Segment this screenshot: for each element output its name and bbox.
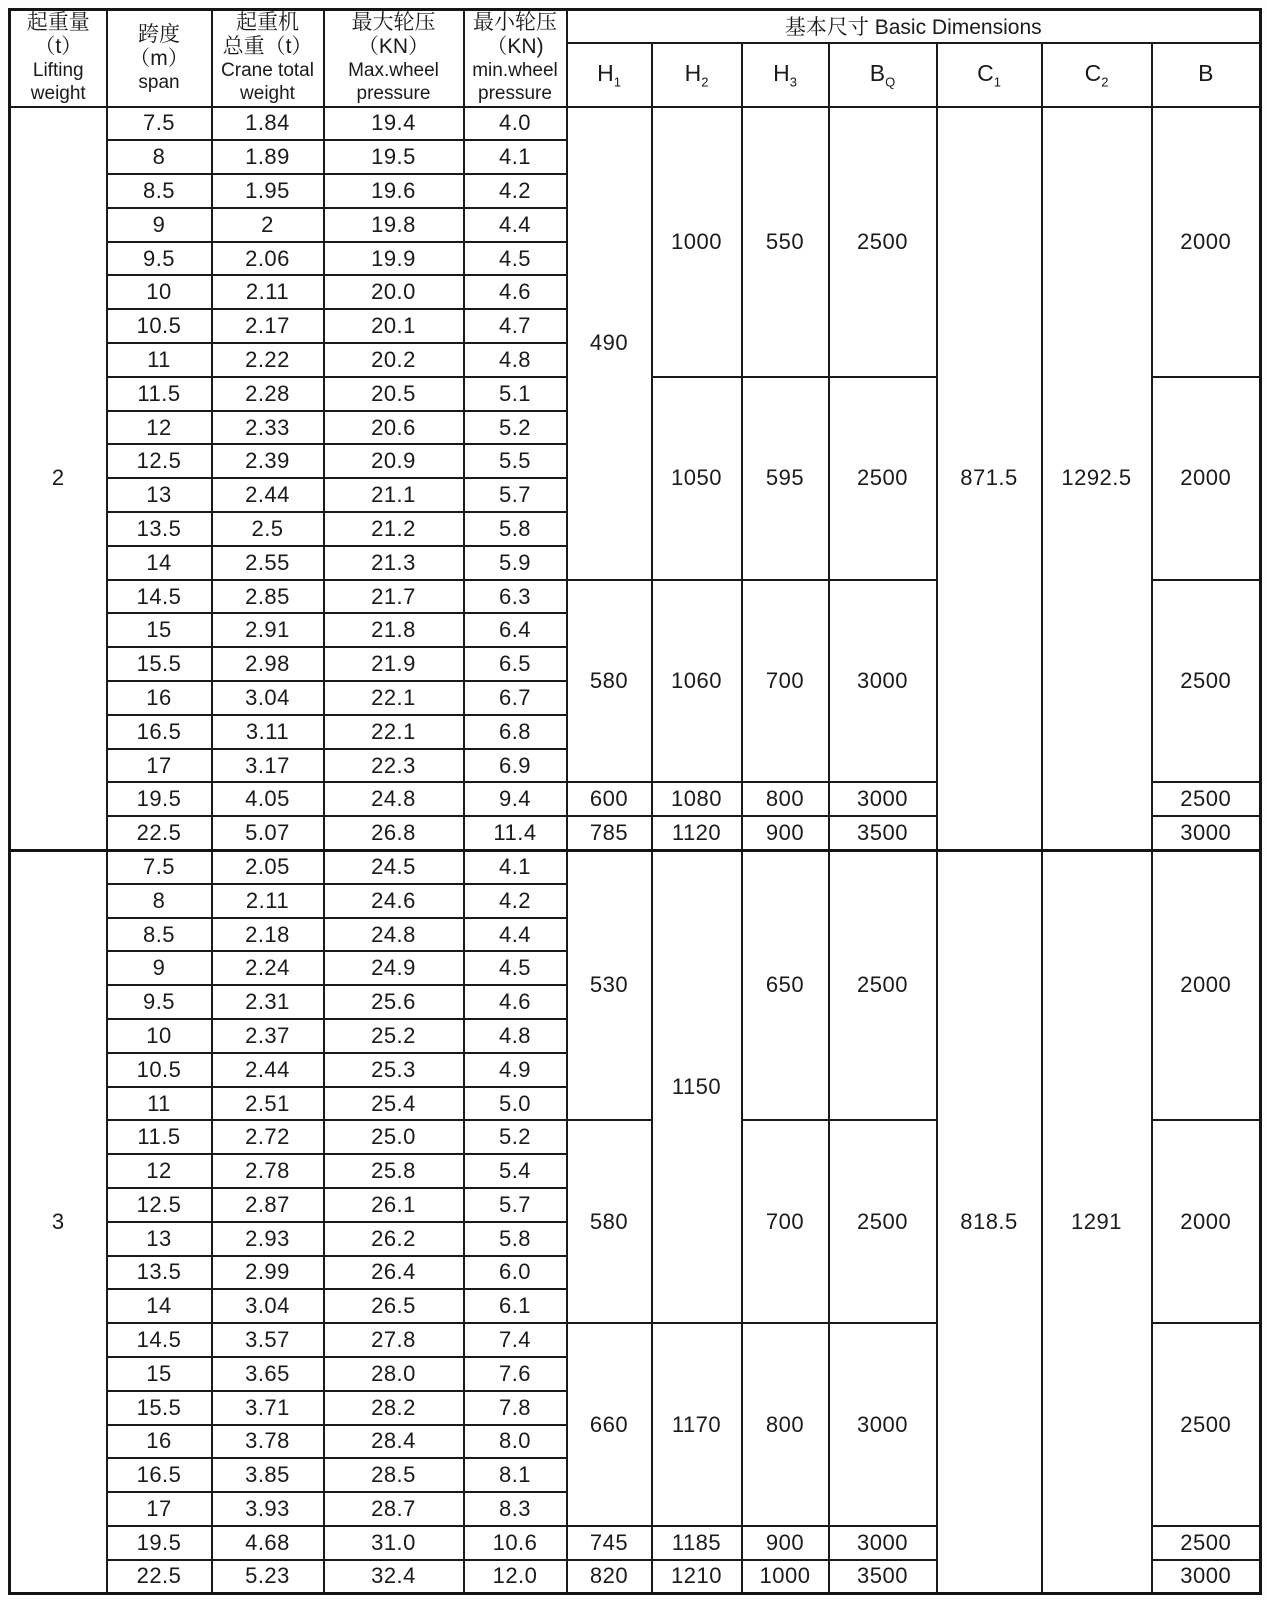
max-wheel-pressure-cell: 22.1 <box>324 715 464 749</box>
min-wheel-pressure-cell: 10.6 <box>464 1526 567 1560</box>
crane-total-weight-cell: 3.04 <box>212 1289 324 1323</box>
max-wheel-pressure-cell: 24.6 <box>324 884 464 918</box>
span-cell: 8.5 <box>107 174 212 208</box>
max-wheel-pressure-cell: 21.7 <box>324 580 464 614</box>
h3-cell: 595 <box>742 377 829 580</box>
span-cell: 22.5 <box>107 816 212 850</box>
span-cell: 11 <box>107 343 212 377</box>
min-wheel-pressure-cell: 4.2 <box>464 884 567 918</box>
crane-total-weight-cell: 4.05 <box>212 782 324 816</box>
span-cell: 11.5 <box>107 377 212 411</box>
crane-total-weight-cell: 2 <box>212 208 324 242</box>
span-cell: 9 <box>107 951 212 985</box>
max-wheel-pressure-cell: 26.8 <box>324 816 464 850</box>
min-wheel-pressure-cell: 4.1 <box>464 850 567 884</box>
crane-total-weight-cell: 2.44 <box>212 1053 324 1087</box>
h2-cell: 1210 <box>652 1560 742 1594</box>
h3-cell: 800 <box>742 1323 829 1526</box>
max-wheel-pressure-cell: 20.9 <box>324 444 464 478</box>
min-wheel-pressure-cell: 9.4 <box>464 782 567 816</box>
h3-cell: 700 <box>742 580 829 783</box>
dim-header-h2: $H_2$ <box>652 43 742 107</box>
min-wheel-pressure-cell: 8.1 <box>464 1458 567 1492</box>
col-header-line: pressure <box>478 83 552 105</box>
min-wheel-pressure-cell: 6.4 <box>464 613 567 647</box>
b-cell: 2500 <box>1152 580 1261 783</box>
max-wheel-pressure-cell: 19.4 <box>324 107 464 141</box>
span-cell: 14.5 <box>107 1323 212 1357</box>
span-cell: 15.5 <box>107 647 212 681</box>
h1-cell: 600 <box>567 782 652 816</box>
c2-cell: 1291 <box>1042 850 1152 1594</box>
max-wheel-pressure-cell: 25.4 <box>324 1087 464 1121</box>
crane-total-weight-cell: 5.23 <box>212 1560 324 1594</box>
h2-cell: 1000 <box>652 107 742 377</box>
max-wheel-pressure-cell: 28.7 <box>324 1492 464 1526</box>
max-wheel-pressure-cell: 24.5 <box>324 850 464 884</box>
min-wheel-pressure-cell: 4.6 <box>464 275 567 309</box>
min-wheel-pressure-cell: 5.0 <box>464 1087 567 1121</box>
crane-total-weight-cell: 2.17 <box>212 309 324 343</box>
span-cell: 10 <box>107 275 212 309</box>
max-wheel-pressure-cell: 19.9 <box>324 242 464 276</box>
span-cell: 22.5 <box>107 1560 212 1594</box>
max-wheel-pressure-cell: 28.2 <box>324 1391 464 1425</box>
crane-total-weight-cell: 3.17 <box>212 749 324 783</box>
span-cell: 16 <box>107 681 212 715</box>
b-cell: 2500 <box>1152 1323 1261 1526</box>
dim-header-h1: $H_1$ <box>567 43 652 107</box>
span-cell: 10.5 <box>107 309 212 343</box>
span-cell: 11 <box>107 1087 212 1121</box>
crane-total-weight-cell: 3.65 <box>212 1357 324 1391</box>
max-wheel-pressure-cell: 26.1 <box>324 1188 464 1222</box>
span-cell: 14 <box>107 1289 212 1323</box>
min-wheel-pressure-cell: 6.8 <box>464 715 567 749</box>
h3-cell: 800 <box>742 782 829 816</box>
crane-total-weight-cell: 3.93 <box>212 1492 324 1526</box>
min-wheel-pressure-cell: 4.4 <box>464 918 567 952</box>
col-header-line: 起重量 <box>26 11 90 35</box>
max-wheel-pressure-cell: 19.6 <box>324 174 464 208</box>
col-header-line: Lifting <box>32 60 84 82</box>
col-header-min-wheel-pressure <box>464 10 567 107</box>
h1-cell: 745 <box>567 1526 652 1560</box>
b-cell: 2500 <box>1152 1526 1261 1560</box>
dim-header-b: B <box>1152 43 1261 107</box>
span-cell: 15 <box>107 613 212 647</box>
col-header-line: 跨度 <box>138 22 180 46</box>
col-header-line: 起重机 <box>236 11 299 35</box>
max-wheel-pressure-cell: 20.5 <box>324 377 464 411</box>
crane-total-weight-cell: 5.07 <box>212 816 324 850</box>
span-cell: 9.5 <box>107 242 212 276</box>
span-cell: 12 <box>107 411 212 445</box>
header-row-top <box>10 10 1261 43</box>
span-cell: 15.5 <box>107 1391 212 1425</box>
crane-total-weight-cell: 2.11 <box>212 275 324 309</box>
crane-total-weight-cell: 2.06 <box>212 242 324 276</box>
span-cell: 12.5 <box>107 1188 212 1222</box>
h1-cell: 820 <box>567 1560 652 1594</box>
min-wheel-pressure-cell: 6.9 <box>464 749 567 783</box>
dim-header-c2: $C_2$ <box>1042 43 1152 107</box>
max-wheel-pressure-cell: 20.6 <box>324 411 464 445</box>
crane-total-weight-cell: 2.98 <box>212 647 324 681</box>
h2-cell: 1050 <box>652 377 742 580</box>
min-wheel-pressure-cell: 4.2 <box>464 174 567 208</box>
col-header-line: weight <box>30 83 86 105</box>
col-header-line: span <box>138 71 180 93</box>
dim-header-h3: $H_3$ <box>742 43 829 107</box>
span-cell: 16.5 <box>107 1458 212 1492</box>
min-wheel-pressure-cell: 8.3 <box>464 1492 567 1526</box>
max-wheel-pressure-cell: 25.8 <box>324 1154 464 1188</box>
min-wheel-pressure-cell: 5.5 <box>464 444 567 478</box>
h2-cell: 1150 <box>652 850 742 1323</box>
h1-cell: 660 <box>567 1323 652 1526</box>
max-wheel-pressure-cell: 24.8 <box>324 782 464 816</box>
max-wheel-pressure-cell: 21.8 <box>324 613 464 647</box>
max-wheel-pressure-cell: 26.4 <box>324 1256 464 1290</box>
bq-cell: 3000 <box>829 580 937 783</box>
min-wheel-pressure-cell: 5.8 <box>464 512 567 546</box>
h1-cell: 580 <box>567 1120 652 1323</box>
min-wheel-pressure-cell: 4.9 <box>464 1053 567 1087</box>
crane-spec-table <box>8 8 1262 1595</box>
span-cell: 9 <box>107 208 212 242</box>
crane-total-weight-cell: 3.78 <box>212 1425 324 1459</box>
min-wheel-pressure-cell: 4.0 <box>464 107 567 141</box>
h1-cell: 580 <box>567 580 652 783</box>
bq-cell: 2500 <box>829 850 937 1120</box>
crane-total-weight-cell: 2.33 <box>212 411 324 445</box>
min-wheel-pressure-cell: 4.8 <box>464 343 567 377</box>
span-cell: 14 <box>107 546 212 580</box>
max-wheel-pressure-cell: 19.8 <box>324 208 464 242</box>
span-cell: 17 <box>107 749 212 783</box>
crane-total-weight-cell: 2.91 <box>212 613 324 647</box>
col-header-line: （KN) <box>486 35 544 59</box>
crane-total-weight-cell: 2.5 <box>212 512 324 546</box>
h1-cell: 490 <box>567 107 652 580</box>
h3-cell: 700 <box>742 1120 829 1323</box>
col-header-line: 最小轮压 <box>473 11 557 35</box>
min-wheel-pressure-cell: 8.0 <box>464 1425 567 1459</box>
min-wheel-pressure-cell: 5.7 <box>464 478 567 512</box>
min-wheel-pressure-cell: 5.8 <box>464 1222 567 1256</box>
min-wheel-pressure-cell: 5.4 <box>464 1154 567 1188</box>
min-wheel-pressure-cell: 5.2 <box>464 411 567 445</box>
span-cell: 12 <box>107 1154 212 1188</box>
bq-cell: 3000 <box>829 782 937 816</box>
max-wheel-pressure-cell: 20.2 <box>324 343 464 377</box>
h1-cell: 530 <box>567 850 652 1120</box>
span-cell: 13.5 <box>107 1256 212 1290</box>
h2-cell: 1120 <box>652 816 742 850</box>
bq-cell: 2500 <box>829 107 937 377</box>
max-wheel-pressure-cell: 25.3 <box>324 1053 464 1087</box>
crane-total-weight-cell: 1.89 <box>212 140 324 174</box>
crane-total-weight-cell: 2.93 <box>212 1222 324 1256</box>
h3-cell: 900 <box>742 1526 829 1560</box>
max-wheel-pressure-cell: 22.3 <box>324 749 464 783</box>
span-cell: 8.5 <box>107 918 212 952</box>
span-cell: 11.5 <box>107 1120 212 1154</box>
col-header-line: pressure <box>356 83 431 105</box>
crane-total-weight-cell: 2.11 <box>212 884 324 918</box>
max-wheel-pressure-cell: 25.0 <box>324 1120 464 1154</box>
col-header-line: （t） <box>34 35 83 59</box>
crane-total-weight-cell: 2.31 <box>212 985 324 1019</box>
table-header <box>10 10 1261 107</box>
crane-total-weight-cell: 2.44 <box>212 478 324 512</box>
crane-total-weight-cell: 2.85 <box>212 580 324 614</box>
min-wheel-pressure-cell: 4.5 <box>464 242 567 276</box>
col-header-span <box>107 10 212 107</box>
max-wheel-pressure-cell: 28.5 <box>324 1458 464 1492</box>
col-header-line: 最大轮压 <box>351 11 436 35</box>
max-wheel-pressure-cell: 25.2 <box>324 1019 464 1053</box>
crane-total-weight-cell: 3.57 <box>212 1323 324 1357</box>
crane-total-weight-cell: 4.68 <box>212 1526 324 1560</box>
span-cell: 13 <box>107 478 212 512</box>
h3-cell: 650 <box>742 850 829 1120</box>
bq-cell: 3500 <box>829 1560 937 1594</box>
max-wheel-pressure-cell: 20.1 <box>324 309 464 343</box>
bq-cell: 2500 <box>829 377 937 580</box>
crane-total-weight-cell: 2.51 <box>212 1087 324 1121</box>
span-cell: 10.5 <box>107 1053 212 1087</box>
col-header-line: Max.wheel <box>348 60 439 82</box>
c1-cell: 871.5 <box>937 107 1042 851</box>
crane-total-weight-cell: 3.71 <box>212 1391 324 1425</box>
c1-cell: 818.5 <box>937 850 1042 1594</box>
span-cell: 19.5 <box>107 1526 212 1560</box>
max-wheel-pressure-cell: 20.0 <box>324 275 464 309</box>
b-cell: 2000 <box>1152 377 1261 580</box>
min-wheel-pressure-cell: 4.6 <box>464 985 567 1019</box>
min-wheel-pressure-cell: 5.2 <box>464 1120 567 1154</box>
max-wheel-pressure-cell: 21.3 <box>324 546 464 580</box>
crane-total-weight-cell: 2.99 <box>212 1256 324 1290</box>
b-cell: 2500 <box>1152 782 1261 816</box>
max-wheel-pressure-cell: 28.0 <box>324 1357 464 1391</box>
crane-total-weight-cell: 2.22 <box>212 343 324 377</box>
max-wheel-pressure-cell: 28.4 <box>324 1425 464 1459</box>
bq-cell: 2500 <box>829 1120 937 1323</box>
crane-total-weight-cell: 2.18 <box>212 918 324 952</box>
min-wheel-pressure-cell: 6.3 <box>464 580 567 614</box>
h3-cell: 1000 <box>742 1560 829 1594</box>
lifting-weight-cell: 2 <box>10 107 107 851</box>
max-wheel-pressure-cell: 21.1 <box>324 478 464 512</box>
min-wheel-pressure-cell: 4.1 <box>464 140 567 174</box>
min-wheel-pressure-cell: 6.7 <box>464 681 567 715</box>
max-wheel-pressure-cell: 27.8 <box>324 1323 464 1357</box>
max-wheel-pressure-cell: 21.2 <box>324 512 464 546</box>
table-row <box>10 850 1261 884</box>
bq-cell: 3000 <box>829 1323 937 1526</box>
span-cell: 13 <box>107 1222 212 1256</box>
col-header-line: （m） <box>129 46 189 70</box>
crane-total-weight-cell: 2.05 <box>212 850 324 884</box>
max-wheel-pressure-cell: 26.5 <box>324 1289 464 1323</box>
max-wheel-pressure-cell: 32.4 <box>324 1560 464 1594</box>
min-wheel-pressure-cell: 6.0 <box>464 1256 567 1290</box>
min-wheel-pressure-cell: 4.5 <box>464 951 567 985</box>
min-wheel-pressure-cell: 6.1 <box>464 1289 567 1323</box>
span-cell: 14.5 <box>107 580 212 614</box>
span-cell: 15 <box>107 1357 212 1391</box>
min-wheel-pressure-cell: 11.4 <box>464 816 567 850</box>
min-wheel-pressure-cell: 6.5 <box>464 647 567 681</box>
col-header-max-wheel-pressure <box>324 10 464 107</box>
c2-cell: 1292.5 <box>1042 107 1152 851</box>
span-cell: 7.5 <box>107 850 212 884</box>
min-wheel-pressure-cell: 5.1 <box>464 377 567 411</box>
span-cell: 12.5 <box>107 444 212 478</box>
col-header-line: 总重（t） <box>222 35 313 59</box>
min-wheel-pressure-cell: 4.4 <box>464 208 567 242</box>
span-cell: 17 <box>107 1492 212 1526</box>
span-cell: 8 <box>107 140 212 174</box>
min-wheel-pressure-cell: 4.8 <box>464 1019 567 1053</box>
crane-total-weight-cell: 1.95 <box>212 174 324 208</box>
crane-total-weight-cell: 3.85 <box>212 1458 324 1492</box>
span-cell: 7.5 <box>107 107 212 141</box>
span-cell: 10 <box>107 1019 212 1053</box>
crane-total-weight-cell: 2.24 <box>212 951 324 985</box>
h3-cell: 900 <box>742 816 829 850</box>
bq-cell: 3000 <box>829 1526 937 1560</box>
min-wheel-pressure-cell: 7.6 <box>464 1357 567 1391</box>
span-cell: 16.5 <box>107 715 212 749</box>
b-cell: 3000 <box>1152 816 1261 850</box>
min-wheel-pressure-cell: 4.7 <box>464 309 567 343</box>
b-cell: 3000 <box>1152 1560 1261 1594</box>
basic-dimensions-group-header: 基本尺寸 Basic Dimensions <box>567 10 1261 43</box>
max-wheel-pressure-cell: 22.1 <box>324 681 464 715</box>
crane-total-weight-cell: 3.11 <box>212 715 324 749</box>
col-header-line: weight <box>240 83 295 105</box>
h2-cell: 1080 <box>652 782 742 816</box>
max-wheel-pressure-cell: 26.2 <box>324 1222 464 1256</box>
b-cell: 2000 <box>1152 1120 1261 1323</box>
max-wheel-pressure-cell: 24.8 <box>324 918 464 952</box>
col-header-line: （KN） <box>357 35 430 59</box>
span-cell: 9.5 <box>107 985 212 1019</box>
max-wheel-pressure-cell: 31.0 <box>324 1526 464 1560</box>
min-wheel-pressure-cell: 5.9 <box>464 546 567 580</box>
dim-header-c1: $C_1$ <box>937 43 1042 107</box>
span-cell: 13.5 <box>107 512 212 546</box>
table-body <box>10 107 1261 1594</box>
b-cell: 2000 <box>1152 107 1261 377</box>
min-wheel-pressure-cell: 7.4 <box>464 1323 567 1357</box>
max-wheel-pressure-cell: 19.5 <box>324 140 464 174</box>
h1-cell: 785 <box>567 816 652 850</box>
crane-total-weight-cell: 2.37 <box>212 1019 324 1053</box>
dim-header-bq: $B_Q$ <box>829 43 937 107</box>
col-header-lifting-weight <box>10 10 107 107</box>
min-wheel-pressure-cell: 7.8 <box>464 1391 567 1425</box>
lifting-weight-cell: 3 <box>10 850 107 1594</box>
min-wheel-pressure-cell: 12.0 <box>464 1560 567 1594</box>
span-cell: 16 <box>107 1425 212 1459</box>
max-wheel-pressure-cell: 24.9 <box>324 951 464 985</box>
crane-total-weight-cell: 2.39 <box>212 444 324 478</box>
b-cell: 2000 <box>1152 850 1261 1120</box>
span-cell: 8 <box>107 884 212 918</box>
table-row <box>10 107 1261 141</box>
crane-total-weight-cell: 2.55 <box>212 546 324 580</box>
col-header-line: Crane total <box>221 60 314 82</box>
h2-cell: 1170 <box>652 1323 742 1526</box>
col-header-crane-total-weight <box>212 10 324 107</box>
col-header-line: min.wheel <box>472 60 558 82</box>
h2-cell: 1060 <box>652 580 742 783</box>
crane-total-weight-cell: 1.84 <box>212 107 324 141</box>
max-wheel-pressure-cell: 21.9 <box>324 647 464 681</box>
min-wheel-pressure-cell: 5.7 <box>464 1188 567 1222</box>
span-cell: 19.5 <box>107 782 212 816</box>
crane-total-weight-cell: 2.72 <box>212 1120 324 1154</box>
crane-total-weight-cell: 2.87 <box>212 1188 324 1222</box>
crane-total-weight-cell: 3.04 <box>212 681 324 715</box>
max-wheel-pressure-cell: 25.6 <box>324 985 464 1019</box>
crane-total-weight-cell: 2.28 <box>212 377 324 411</box>
h2-cell: 1185 <box>652 1526 742 1560</box>
bq-cell: 3500 <box>829 816 937 850</box>
h3-cell: 550 <box>742 107 829 377</box>
crane-total-weight-cell: 2.78 <box>212 1154 324 1188</box>
